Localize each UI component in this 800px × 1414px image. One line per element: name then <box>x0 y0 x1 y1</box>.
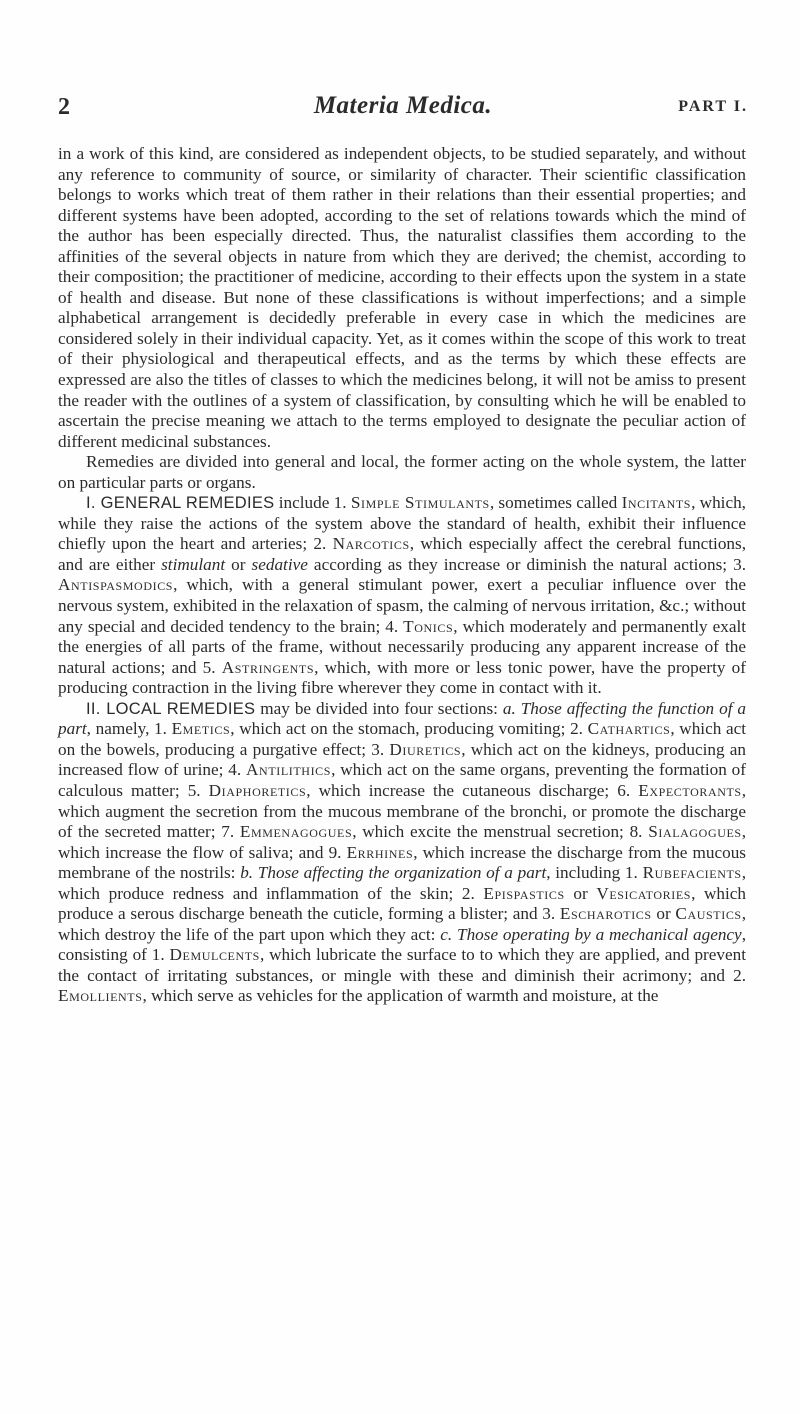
running-title: Materia Medica. <box>313 92 493 119</box>
term-epispastics: Epispastics <box>483 883 565 903</box>
paragraph-classification-intro: in a work of this kind, are considered as independent objects, to be studied separately, and without any reference to community of source, or similarity of character. Their scientific classification belongs to works which treat of them rather in their relations than their essential properties; and different systems have been adopted, according to the set of relations towards which the mind of the author has been especially directed. Thus, the naturalist classifies them according to the affinities of the several objects in nature from which they are derived; the chemist, according to their composition; the practitioner of medicine, according to their effects upon the system in a state of health and disease. But none of these classifications is without imperfections; and a simple alphabetical arrangement is decidedly preferable in every case in which the medicines are considered solely in their individual capacity. Yet, as it comes within the scope of this work to treat of their physiological and therapeutical effects, and as the terms by which these effects are expressed are also the titles of classes to which the medicines belong, it will not be amiss to present the reader with the outlines of a system of classification, by consulting which he will be enabled to ascertain the precise meaning we attach to the terms employed to designate the peculiar action of different medicinal substances. <box>58 144 746 451</box>
term-caustics: Caustics <box>675 904 742 924</box>
subsection-a-label: a. Those affecting the function of a part <box>58 698 747 739</box>
term-narcotics: Narcotics <box>332 534 410 554</box>
paragraph-remedies-division: Remedies are divided into general and local, the former acting on the whole system, the latter on particular parts or organs. <box>58 452 746 492</box>
term-expectorants: Expectorants <box>638 780 742 800</box>
subsection-c-label: c. Those operating by a mechanical agency <box>440 924 742 944</box>
term-antilithics: Antilithics <box>246 760 332 780</box>
section-heading-general-remedies: I. GENERAL REMEDIES <box>86 494 275 513</box>
term-simple-stimulants: Simple Stimulants <box>350 493 490 513</box>
subsection-b-label: b. Those affecting the organization of a part <box>240 863 547 883</box>
term-astringents: Astringents <box>221 657 315 677</box>
term-sialagogues: Sialagogues <box>648 822 742 842</box>
paragraph-general-remedies: I. GENERAL REMEDIES include 1. Simple Stimulants, sometimes called Incitants, which, while they raise the actions of the system above the standard of health, exhibit their influence chiefly upon the heart and arteries; 2. Narcotics, which especially affect the cerebral functions, and are either stimulant or sedative according as they increase or diminish the natural actions; 3. Antispasmodics, which, with a general stimulant power, exert a peculiar influence over the nervous system, exhibited in the relaxation of spasm, the calming of nervous irritation, &c.; without any special and decided tendency to the brain; 4. Tonics, which moderately and permanently exalt the energies of all parts of the frame, without necessarily producing any apparent increase of the natural actions; and 5. Astringents, which, with more or less tonic power, have the property of producing contraction in the living fibre wherever they come in contact with it. <box>58 493 747 698</box>
term-escharotics: Escharotics <box>559 904 652 924</box>
term-vesicatories: Vesicatories <box>596 883 692 903</box>
page-header <box>58 92 748 124</box>
term-emollients: Emollients <box>58 986 143 1006</box>
term-antispasmodics: Antispasmodics <box>58 575 174 595</box>
page-number: 2 <box>58 94 70 120</box>
part-label: PART I. <box>678 98 748 115</box>
section-heading-local-remedies: II. LOCAL REMEDIES <box>86 699 256 718</box>
term-rubefacients: Rubefacients <box>642 863 742 883</box>
term-emetics: Emetics <box>171 719 231 739</box>
paragraph-local-remedies: II. LOCAL REMEDIES may be divided into four sections: a. Those affecting the function of a part, namely, 1. Emetics, which act on the stomach, producing vomiting; 2. Cathartics, which act on the bowels, producing a purgative effect; 3. Diuretics, which act on the kidneys, producing an increased flow of urine; 4. Antilithics, which act on the same organs, preventing the formation of calculous matter; 5. Diaphoretics, which increase the cutaneous discharge; 6. Expectorants, which augment the secretion from the mucous membrane of the bronchi, or promote the discharge of the secreted matter; 7. Emmenagogues, which excite the menstrual secretion; 8. Sialagogues, which increase the flow of saliva; and 9. Errhines, which increase the discharge from the mucous membrane of the nostrils: b. Those affecting the organization of a part, including 1. Rubefacients, which produce redness and inflammation of the skin; 2. Epispastics or Vesicatories, which produce a serous discharge beneath the cuticle, forming a blister; and 3. Escharotics or Caustics, which destroy the life of the part upon which they act: c. Those operating by a mechanical agency, consisting of 1. Demulcents, which lubricate the surface to to which they are applied, and prevent the contact of irritating substances, or mingle with these and diminish their acrimony; and 2. Emollients, which serve as vehicles for the application of warmth and moisture, at the <box>58 698 747 1006</box>
body-text <box>58 144 746 1007</box>
term-errhines: Errhines <box>346 842 414 862</box>
term-demulcents: Demulcents <box>169 945 260 965</box>
term-cathartics: Cathartics <box>587 719 671 739</box>
term-diuretics: Diuretics <box>389 739 462 759</box>
term-emmenagogues: Emmenagogues <box>239 822 353 842</box>
term-tonics: Tonics <box>403 616 454 636</box>
term-diaphoretics: Diaphoretics <box>208 780 307 800</box>
term-incitants: Incitants <box>621 493 692 513</box>
term-stimulant: stimulant <box>161 554 226 574</box>
term-sedative: sedative <box>251 554 308 574</box>
